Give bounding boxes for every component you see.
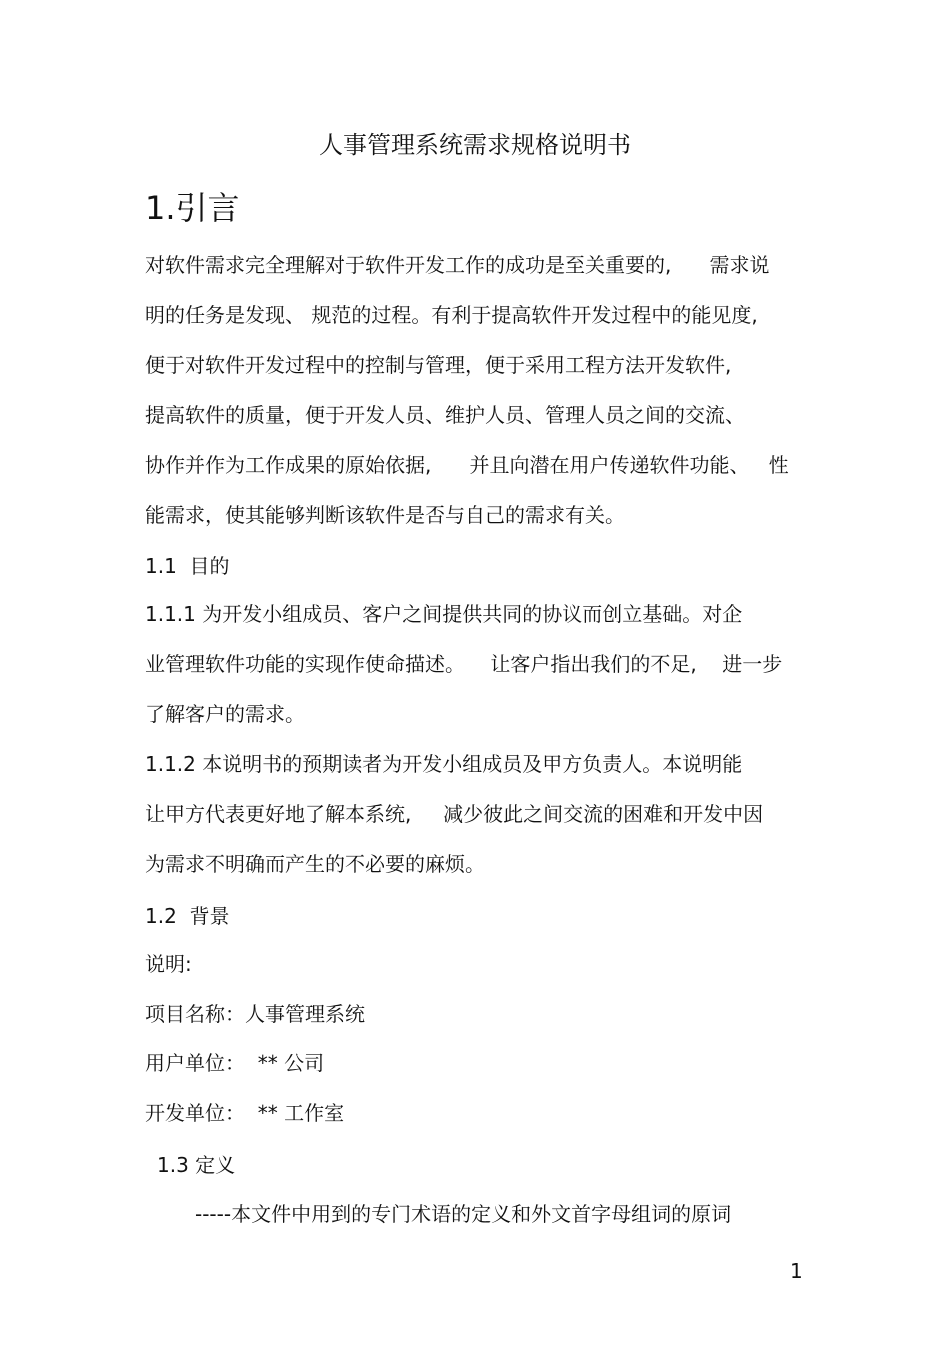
- paragraph-1-1-1-line: 业管理软件功能的实现作使命描述。 让客户指出我们的不足, 进一步: [145, 652, 783, 676]
- background-line: 开发单位： ** 工作室: [145, 1101, 345, 1125]
- paragraph-1-1-1-line: 了解客户的需求。: [145, 702, 305, 726]
- paragraph-1-1-2-line: 为需求不明确而产生的不必要的麻烦。: [145, 852, 485, 876]
- intro-line: 明的任务是发现、 规范的过程。有利于提高软件开发过程中的能见度,: [145, 303, 758, 327]
- intro-line: 便于对软件开发过程中的控制与管理，便于采用工程方法开发软件,: [145, 353, 732, 377]
- paragraph-1-1-2-line: 1.1.2 本说明书的预期读者为开发小组成员及甲方负责人。本说明能: [145, 752, 743, 776]
- definition-line: -----本文件中用到的专门术语的定义和外文首字母组词的原词: [195, 1202, 732, 1226]
- background-line: 用户单位： ** 公司: [145, 1051, 325, 1075]
- document-title: 人事管理系统需求规格说明书: [319, 131, 631, 159]
- intro-line: 对软件需求完全理解对于软件开发工作的成功是至关重要的, 需求说: [145, 253, 770, 277]
- paragraph-1-1-2-line: 让甲方代表更好地了解本系统, 减少彼此之间交流的困难和开发中因: [145, 802, 764, 826]
- paragraph-1-1-1-line: 1.1.1 为开发小组成员、客户之间提供共同的协议而创立基础。对企: [145, 602, 743, 626]
- section-heading-introduction: 1.引言: [145, 189, 240, 227]
- intro-line: 能需求，使其能够判断该软件是否与自己的需求有关。: [145, 503, 625, 527]
- intro-line: 提高软件的质量，便于开发人员、维护人员、管理人员之间的交流、: [145, 403, 745, 427]
- background-line: 说明:: [145, 952, 192, 976]
- page-number: 1: [790, 1259, 803, 1283]
- section-heading-purpose: 1.1 目的: [145, 554, 230, 578]
- section-heading-background: 1.2 背景: [145, 904, 230, 928]
- intro-line: 协作并作为工作成果的原始依据, 并且向潜在用户传递软件功能、 性: [145, 453, 789, 477]
- section-heading-definition: 1.3 定义: [157, 1153, 236, 1177]
- background-line: 项目名称：人事管理系统: [145, 1002, 365, 1026]
